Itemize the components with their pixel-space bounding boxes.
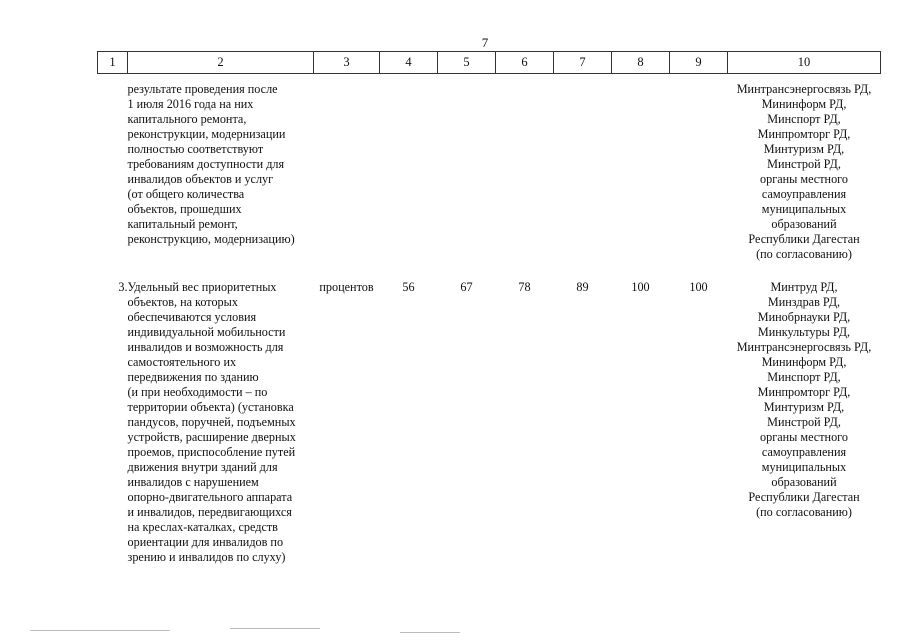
- text-line: ориентации для инвалидов по: [127, 535, 284, 549]
- text-line: реконструкцию, модернизацию): [127, 232, 295, 246]
- value-cell: 89: [576, 280, 589, 294]
- text-line: территории объекта) (установка: [127, 400, 294, 414]
- text-line: (по согласованию): [756, 247, 852, 261]
- text-line: образований: [771, 217, 837, 231]
- text-line: (и при необходимости – по: [127, 385, 268, 399]
- text-line: Мининформ РД,: [761, 355, 847, 369]
- text-line: на креслах-каталках, средств: [127, 520, 278, 534]
- text-line: проемов, приспособление путей: [127, 445, 296, 459]
- table-row: [98, 276, 881, 565]
- text-line: инвалидов объектов и услуг: [127, 172, 274, 186]
- value-cell: 78: [518, 280, 531, 294]
- indicators-table: [97, 51, 881, 565]
- text-line: Минспорт РД,: [767, 112, 841, 126]
- text-line: Минздрав РД,: [767, 295, 841, 309]
- column-header-10: 10: [728, 52, 881, 74]
- text-line: Республики Дагестан: [748, 490, 860, 504]
- text-line: Минкультуры РД,: [757, 325, 851, 339]
- text-line: самостоятельного их: [127, 355, 237, 369]
- text-line: органы местного: [760, 430, 848, 444]
- column-header-8: 8: [612, 52, 670, 74]
- text-line: инвалидов с нарушением: [127, 475, 259, 489]
- column-header-1: 1: [98, 52, 128, 74]
- text-line: опорно-двигательного аппарата: [127, 490, 293, 504]
- table-row: [98, 74, 881, 277]
- column-header-7: 7: [554, 52, 612, 74]
- text-line: зрению и инвалидов по слуху): [127, 550, 286, 564]
- page-number: 7: [481, 35, 489, 50]
- value-cell: [612, 74, 670, 277]
- text-line: передвижения по зданию: [127, 370, 259, 384]
- text-line: реконструкции, модернизации: [127, 127, 286, 141]
- text-line: Минтрансэнергосвязь РД,: [736, 82, 872, 96]
- text-line: (от общего количества: [127, 187, 245, 201]
- column-header-6: 6: [496, 52, 554, 74]
- text-line: Минспорт РД,: [767, 370, 841, 384]
- scan-artifact: [400, 632, 460, 633]
- column-header-4: 4: [380, 52, 438, 74]
- text-line: объектов, на которых: [127, 295, 238, 309]
- text-line: требованиям доступности для: [127, 157, 285, 171]
- column-header-2: 2: [128, 52, 314, 74]
- value-cell: 100: [689, 280, 708, 294]
- unit-cell: процентов: [319, 280, 374, 294]
- text-line: и инвалидов, передвигающихся: [127, 505, 292, 519]
- value-cell: 100: [631, 280, 650, 294]
- column-header-9: 9: [670, 52, 728, 74]
- text-line: капитального ремонта,: [127, 112, 247, 126]
- value-cell: [554, 74, 612, 277]
- text-line: Республики Дагестан: [748, 232, 860, 246]
- text-line: индивидуальной мобильности: [127, 325, 286, 339]
- scan-artifact: [230, 628, 320, 629]
- text-line: движения внутри зданий для: [127, 460, 278, 474]
- text-line: полностью соответствуют: [127, 142, 264, 156]
- column-header-5: 5: [438, 52, 496, 74]
- text-line: органы местного: [760, 172, 848, 186]
- text-line: результате проведения после: [127, 82, 278, 96]
- value-cell: 67: [460, 280, 473, 294]
- text-line: муниципальных: [761, 460, 847, 474]
- value-cell: [670, 74, 728, 277]
- text-line: самоуправления: [761, 187, 847, 201]
- text-line: (по согласованию): [756, 505, 852, 519]
- text-line: инвалидов и возможность для: [127, 340, 284, 354]
- column-header-row: [98, 52, 881, 74]
- text-line: образований: [771, 475, 837, 489]
- text-line: объектов, прошедших: [127, 202, 242, 216]
- text-line: Минстрой РД,: [767, 415, 841, 429]
- text-line: устройств, расширение дверных: [127, 430, 296, 444]
- text-line: Минстрой РД,: [767, 157, 841, 171]
- indicator-text: [128, 276, 314, 565]
- text-line: обеспечиваются условия: [127, 310, 257, 324]
- indicator-text: [128, 74, 314, 277]
- text-line: Удельный вес приоритетных: [127, 280, 277, 294]
- row-number: [98, 74, 128, 277]
- text-line: пандусов, поручней, подъемных: [127, 415, 296, 429]
- value-cell: 56: [402, 280, 415, 294]
- scan-artifact: [30, 630, 170, 631]
- executors-text: [728, 276, 881, 565]
- column-header-3: 3: [314, 52, 380, 74]
- text-line: самоуправления: [761, 445, 847, 459]
- text-line: Минтуризм РД,: [763, 400, 845, 414]
- text-line: Минтрансэнергосвязь РД,: [736, 340, 872, 354]
- text-line: Мининформ РД,: [761, 97, 847, 111]
- text-line: капитальный ремонт,: [127, 217, 238, 231]
- text-line: 1 июля 2016 года на них: [127, 97, 254, 111]
- unit-cell: [314, 74, 380, 277]
- row-number: 3.: [118, 280, 128, 294]
- executors-text: [728, 74, 881, 277]
- text-line: Минпромторг РД,: [757, 385, 851, 399]
- text-line: Минтруд РД,: [770, 280, 838, 294]
- value-cell: [496, 74, 554, 277]
- text-line: Минобрнауки РД,: [757, 310, 851, 324]
- text-line: Минпромторг РД,: [757, 127, 851, 141]
- value-cell: [380, 74, 438, 277]
- text-line: Минтуризм РД,: [763, 142, 845, 156]
- value-cell: [438, 74, 496, 277]
- text-line: муниципальных: [761, 202, 847, 216]
